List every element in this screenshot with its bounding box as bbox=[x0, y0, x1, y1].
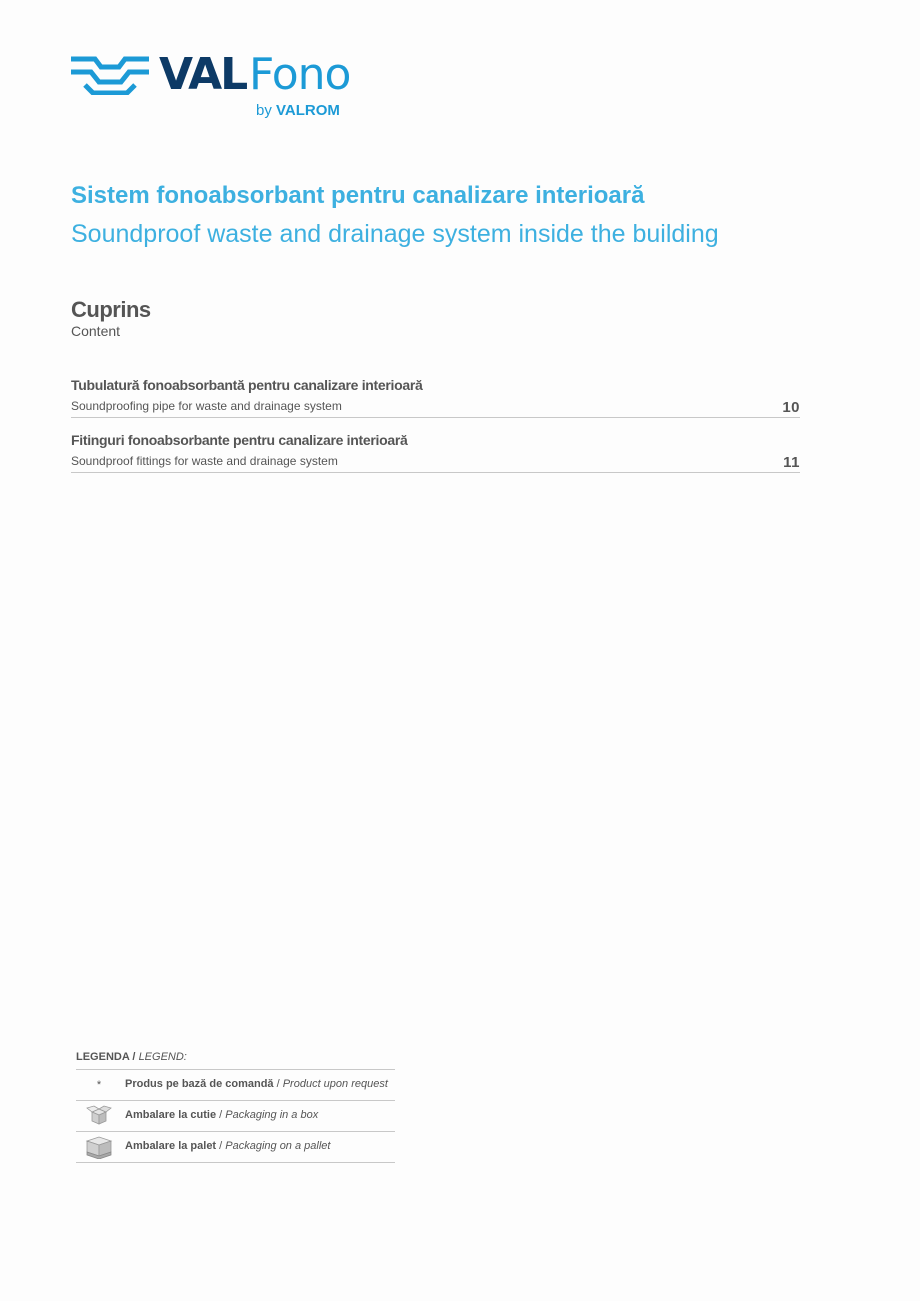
pallet-icon bbox=[84, 1135, 114, 1159]
contents-heading: Cuprins bbox=[71, 297, 151, 322]
legend-row bbox=[76, 1132, 395, 1163]
legend-title-ro: LEGENDA / bbox=[76, 1051, 136, 1063]
toc-entry-title: Tubulatură fonoabsorbantă pentru canalizare interioară bbox=[71, 377, 423, 393]
legend-label-en: Product upon request bbox=[282, 1078, 388, 1090]
legend bbox=[76, 1049, 395, 1163]
logo-by-brand: VALROM bbox=[276, 102, 340, 119]
toc-entry-page: 11 bbox=[783, 454, 800, 471]
toc-entry[interactable] bbox=[71, 377, 800, 418]
legend-row bbox=[76, 1070, 395, 1101]
legend-label-ro: Produs pe bază de comandă bbox=[125, 1078, 274, 1090]
toc-entry-subtitle: Soundproofing pipe for waste and drainage system bbox=[71, 399, 342, 413]
legend-row bbox=[76, 1101, 395, 1132]
contents-subheading: Content bbox=[71, 323, 121, 339]
toc-entry[interactable] bbox=[71, 432, 800, 473]
legend-label-ro: Ambalare la cutie bbox=[125, 1109, 217, 1121]
logo-by-text: by bbox=[256, 102, 272, 119]
toc-entry-page: 10 bbox=[782, 399, 800, 416]
logo-text-val: VAL bbox=[159, 49, 247, 100]
legend-label-en: Packaging in a box bbox=[225, 1109, 319, 1121]
logo-byline bbox=[256, 102, 340, 120]
legend-row-text bbox=[125, 1078, 388, 1090]
logo-text-fono: Fono bbox=[249, 49, 351, 100]
legend-separator: / bbox=[273, 1078, 283, 1090]
legend-title-en: LEGEND: bbox=[138, 1051, 187, 1063]
legend-label-en: Packaging on a pallet bbox=[225, 1140, 331, 1152]
page-title-ro: Sistem fonoabsorbant pentru canalizare interioară bbox=[71, 182, 645, 209]
asterisk-icon: * bbox=[96, 1079, 102, 1091]
legend-separator: / bbox=[216, 1140, 226, 1152]
legend-label-ro: Ambalare la palet bbox=[125, 1140, 217, 1152]
legend-row-text bbox=[125, 1140, 330, 1152]
legend-separator: / bbox=[216, 1109, 226, 1121]
page-title-en: Soundproof waste and drainage system inside the building bbox=[71, 220, 719, 248]
pipe-logo-icon bbox=[71, 55, 149, 95]
legend-heading bbox=[76, 1049, 395, 1070]
toc-entry-subtitle: Soundproof fittings for waste and drainage system bbox=[71, 454, 338, 468]
legend-row-text bbox=[125, 1109, 318, 1121]
table-of-contents bbox=[71, 377, 800, 487]
toc-entry-title: Fitinguri fonoabsorbante pentru canalizare interioară bbox=[71, 432, 408, 448]
box-icon bbox=[84, 1104, 114, 1128]
valfono-logo bbox=[71, 50, 381, 130]
